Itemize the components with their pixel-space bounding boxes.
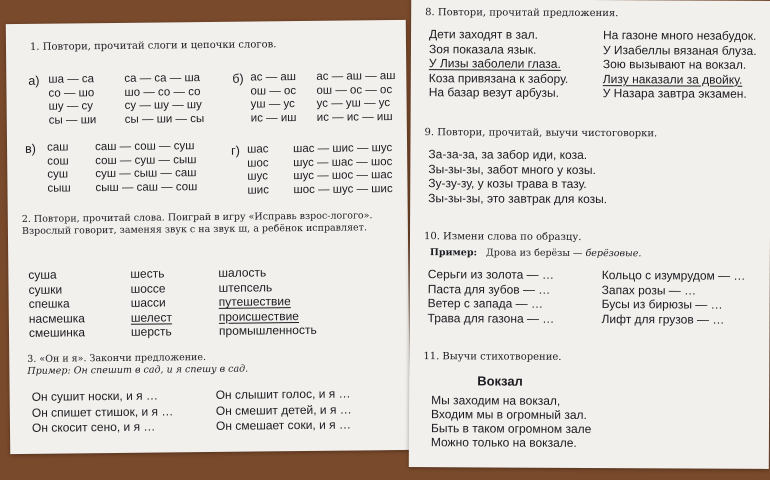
syllable-line: ош — ос — ос (316, 83, 393, 97)
syllable-line: ас — аш (250, 71, 297, 84)
tongue-twister-line: Зы-зы-зы, забот много у козы. (428, 161, 596, 177)
syllable-line: са — са — ша (124, 72, 201, 85)
word-item: штепсель (218, 279, 273, 295)
ex1-b-label: б) (232, 71, 244, 86)
ex8-col1 (429, 27, 569, 100)
sentence-item: Он сушит носки, и я … (31, 388, 158, 404)
word-item: суша (28, 267, 57, 282)
ex3-col1 (32, 388, 174, 436)
syllable-line: шус — шас — шос (293, 155, 393, 169)
ex1-g-col1 (247, 143, 269, 197)
syllable-line: ша — са (48, 73, 95, 86)
word-item: шесть (130, 266, 165, 281)
word-item: сушки (28, 282, 63, 297)
syllable-line: ош — ос (250, 84, 297, 98)
word-item: смешинка (28, 325, 86, 340)
sentence-item: Он смешит детей, и я … (215, 402, 352, 418)
syllable-line: шус — шос — шас (293, 169, 393, 183)
ex1-v-col2 (95, 140, 197, 195)
ex2-heading: 2. Повтори, прочитай слова. Поиграй в игру «Исправь взрос-логого». Взрослый говорит, заменяя звук с на звук ш, а ребёнок исправляет. (21, 210, 373, 237)
task-item: Лифт для грузов — … (601, 311, 725, 327)
ex8-heading: 8. Повтори, прочитай предложения. (425, 7, 619, 20)
syllable-line: шу — су (48, 100, 94, 113)
syllable-line: сыш — саш — сош (95, 180, 198, 194)
syllable-line: сы — ши (48, 113, 97, 127)
ex9-lines (428, 147, 607, 206)
syllable-line: сы — ши — сы (124, 112, 205, 126)
word-item: шелест (130, 309, 172, 325)
syllable-line: саш — сош — суш (94, 140, 195, 154)
tongue-twister-line: Зу-зу-зу, у козы трава в тазу. (428, 176, 587, 191)
ex11-heading: 11. Выучи стихотворение. (423, 351, 562, 363)
task-item: Кольцо с изумрудом — … (601, 268, 746, 283)
sentence-item: У Назара завтра экзамен. (602, 86, 747, 101)
sentence-item: У Лизы заболели глаза. (428, 56, 561, 71)
task-item: Бусы из бирюзы — … (601, 297, 723, 312)
word-item: шоссе (130, 280, 166, 296)
syllable-line: су — шу — шу (124, 99, 202, 112)
syllable-line: уш — ус (250, 98, 295, 111)
word-item: происшествие (218, 308, 300, 324)
left-worksheet (6, 20, 410, 454)
syllable-line: сош (47, 154, 69, 168)
poem-title: Вокзал (477, 373, 523, 389)
syllable-line: саш (46, 141, 69, 154)
word-item: шерсть (130, 324, 172, 339)
ex1-g-col2 (293, 142, 393, 197)
syllable-line: шос — шус — шис (293, 182, 393, 196)
ex1-b-col2 (316, 70, 396, 125)
syllable-line: шас — шис — шус (293, 142, 393, 156)
ex1-heading: 1. Повтори, прочитай слоги и цепочки слогов. (29, 39, 277, 53)
ex2-col3 (218, 265, 316, 339)
word-item: шалость (218, 265, 267, 280)
task-item: Серьги из золота — … (427, 267, 555, 282)
ex1-a-col1 (48, 73, 96, 127)
poem-line: Быть в таком огромном зале (430, 421, 592, 437)
syllable-line: суш (47, 168, 69, 181)
syllable-line: шос (247, 156, 269, 170)
task-item: Трава для газона — … (427, 310, 555, 326)
sentence-item: Коза привязана к забору. (428, 70, 569, 86)
syllable-line: шо — со — со (124, 85, 201, 99)
sentence-item: Он смешает соки, и я … (215, 417, 351, 433)
ex10-heading: 10. Измени слова по образцу. (423, 231, 582, 243)
example-label: Пример: (429, 247, 478, 259)
syllable-line: шис (247, 183, 269, 197)
syllable-line: ус — уш — ус (316, 97, 391, 110)
ex10-col1 (428, 267, 555, 326)
syllable-line: сош — суш — сыш (95, 153, 197, 167)
syllable-line: со — шо (48, 86, 95, 100)
tongue-twister-line: За-за-за, за забор иди, коза. (428, 147, 588, 162)
task-item: Паста для зубов — … (427, 281, 551, 297)
ex8-col2 (603, 28, 757, 101)
syllable-line: суш — сыш — саш (95, 167, 197, 181)
ex1-b-col1 (250, 71, 296, 125)
ex10-example (430, 247, 642, 259)
right-worksheet (409, 0, 770, 469)
word-item: путешествие (218, 294, 291, 309)
syllable-line: шас (247, 143, 269, 156)
sentence-item: Он скосит сено, и я … (31, 419, 156, 435)
ex1-g-label: г) (231, 143, 240, 158)
ex9-heading: 9. Повтори, прочитай, выучи чистоговорки. (424, 127, 658, 140)
syllable-line: ас — аш — аш (316, 70, 396, 83)
ex3-example: Пример: Он спешит в сад, и я спешу в сад. (27, 363, 249, 377)
word-item: насмешка (28, 310, 85, 326)
syllable-line: сыш (47, 181, 71, 195)
ex10-col2 (602, 268, 746, 327)
ex2-col2 (130, 266, 172, 339)
syllable-line: шус (247, 170, 269, 183)
ex1-v-col1 (47, 141, 71, 195)
poem-line: Можно только на вокзале. (430, 435, 577, 450)
sentence-item: Он спишет стишок, и я … (31, 403, 174, 420)
example-answer: берёзовые. (585, 247, 642, 260)
ex3-col2 (216, 387, 352, 435)
poem-lines (431, 393, 592, 450)
syllable-line: ис — ис — иш (316, 110, 393, 124)
ex1-a-col2 (124, 72, 204, 127)
syllable-line: ис — иш (250, 111, 297, 125)
tongue-twister-line: Зы-зы-зы, это завтрак для козы. (428, 190, 608, 206)
ex1-a-label: а) (28, 73, 40, 88)
poem-line: Входим мы в огромный зал. (431, 407, 587, 422)
sentence-item: Зоя показала язык. (428, 41, 537, 57)
ex2-col1 (28, 267, 85, 340)
ex3-heading: 3. «Он и я». Закончи предложение. (27, 352, 207, 365)
sentence-item: Зою вызывают на вокзал. (602, 57, 747, 72)
sentence-item: На базар везут арбузы. (428, 85, 560, 100)
sentence-item: На газоне много незабудок. (603, 28, 757, 43)
ex1-v-label: в) (24, 141, 36, 156)
sentence-item: Он слышит голос, и я … (215, 386, 351, 402)
example-text: Дрова из берёзы — (486, 247, 583, 259)
poem-line: Мы заходим на вокзал, (431, 393, 561, 408)
task-item: Запах розы — … (601, 282, 697, 298)
word-item: спешка (28, 296, 70, 311)
word-item: шасси (130, 295, 166, 310)
sentence-item: У Изабеллы вязаная блуза. (602, 42, 757, 58)
word-item: промышленность (218, 322, 317, 338)
task-item: Ветер с запада — … (427, 296, 544, 311)
sentence-item: Лизу наказали за двойку. (602, 71, 743, 87)
sentence-item: Дети заходят в зал. (429, 27, 539, 42)
